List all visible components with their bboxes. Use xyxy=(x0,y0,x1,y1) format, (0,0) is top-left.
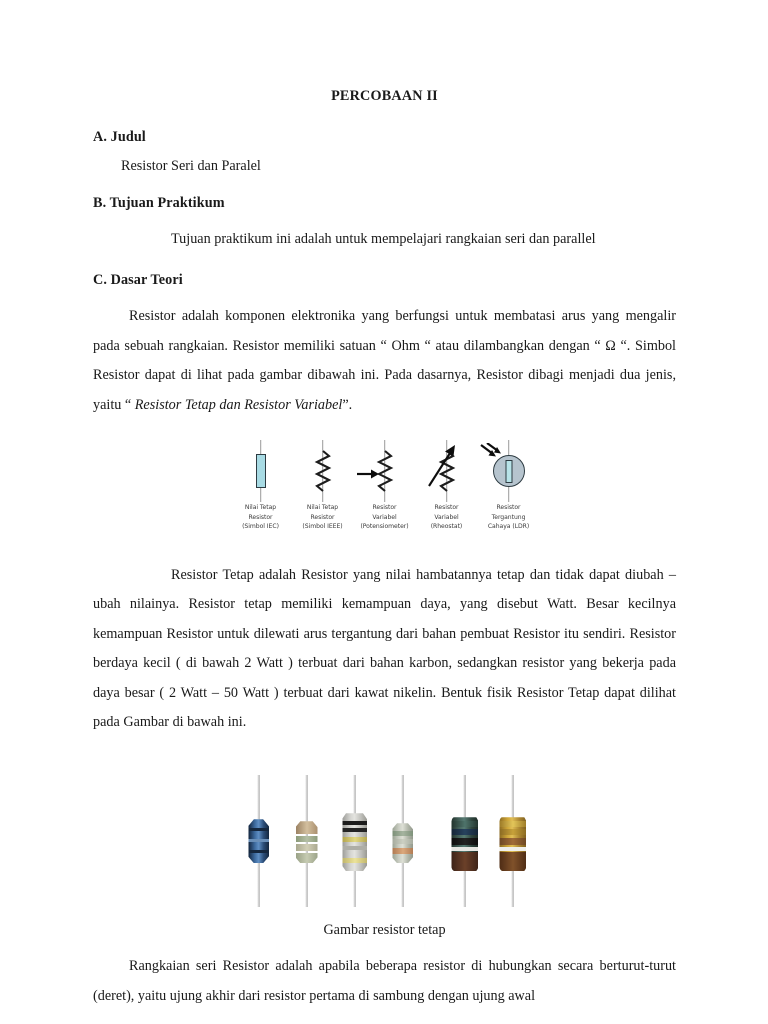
caption-line-2: Resistor xyxy=(310,513,335,521)
page-title: PERCOBAAN II xyxy=(331,88,438,104)
section-heading-a: A. Judul xyxy=(93,129,146,145)
paragraph-1-part-b: ”. xyxy=(342,396,353,413)
caption-line-3: (Rheostat) xyxy=(430,523,463,531)
caption-line-1: Resistor xyxy=(496,503,521,511)
caption-line-1: Nilai Tetap xyxy=(306,503,339,511)
caption-line-3: Cahaya (LDR) xyxy=(487,523,530,531)
symbol-potentiometer xyxy=(354,440,416,548)
symbol-ldr xyxy=(478,440,540,548)
rheostat-icon xyxy=(416,440,478,502)
caption-line-1: Nilai Tetap xyxy=(244,503,277,511)
arrow-right-icon xyxy=(356,468,380,480)
figure-caption-resistor-tetap: Gambar resistor tetap xyxy=(323,922,446,939)
zigzag-icon xyxy=(313,449,333,493)
section-a-text: Resistor Seri dan Paralel xyxy=(121,158,261,174)
caption-line-2: Variabel xyxy=(372,513,397,521)
paragraph-resistor-definition xyxy=(93,302,676,420)
resistor-photo-2 xyxy=(287,767,327,915)
resistor-photo-3 xyxy=(335,767,375,915)
paragraph-1-italic: Resistor Tetap dan Resistor Variabel xyxy=(134,396,343,413)
resistor-body xyxy=(342,813,367,871)
resistor-symbols-figure xyxy=(230,440,540,548)
paragraph-1-part-a: Resistor adalah komponen elektronika yang berfungsi untuk membatasi arus yang mengalir pada sebuah rangkaian. Resistor memiliki satuan “ Ohm “ atau dilambangkan dengan “ Ω “. Simbol Resistor dapat di lihat pada gambar dibawah ini. Pada dasarnya, Resistor dibagi menjadi dua jenis, yaitu “ xyxy=(93,308,676,413)
caption-line-3: (Simbol IEEE) xyxy=(302,523,343,531)
symbol-potentiometer-caption xyxy=(354,503,416,532)
iec-fixed-resistor-icon xyxy=(230,440,292,502)
symbol-rheostat-caption xyxy=(416,503,478,532)
page-content xyxy=(93,88,676,1011)
potentiometer-icon xyxy=(354,440,416,502)
diagonal-arrow-icon xyxy=(427,444,457,490)
symbol-iec-fixed-resistor xyxy=(230,440,292,548)
symbol-iec-caption xyxy=(230,503,292,532)
paragraph-series-circuit: Rangkaian seri Resistor adalah apabila beberapa resistor di hubungkan secara berturut-turut (deret), yaitu ujung akhir dari resistor pertama di sambung dengan ujung awal xyxy=(93,958,676,1004)
symbol-rheostat xyxy=(416,440,478,548)
resistor-body xyxy=(296,821,318,863)
resistor-photo-5 xyxy=(445,767,485,915)
caption-line-1: Resistor xyxy=(372,503,397,511)
caption-line-2: Variabel xyxy=(434,513,459,521)
symbol-ieee-caption xyxy=(292,503,354,532)
caption-line-3: (Potensiometer) xyxy=(360,523,409,531)
resistor-body xyxy=(451,817,478,871)
caption-line-2: Tergantung xyxy=(491,513,526,521)
ldr-icon xyxy=(478,440,540,502)
paragraph-fixed-resistor: Resistor Tetap adalah Resistor yang nilai hambatannya tetap dan tidak dapat diubah – ubah nilainya. Resistor tetap memiliki kemampuan daya, yang disebut Watt. Besar kecilnya kemampuan Resistor untuk dilewati arus tergantung dari bahan pembuat Resistor itu sendiri. Resistor berdaya kecil ( di bawah 2 Watt ) terbuat dari bahan karbon, sedangkan resistor yang bekerja pada daya besar ( 2 Watt – 50 Watt ) terbuat dari kawat nikelin. Bentuk fisik Resistor Tetap dapat dilihat pada Gambar di bawah ini. xyxy=(93,566,676,730)
fixed-resistor-photo-figure xyxy=(239,767,531,915)
section-b-text: Tujuan praktikum ini adalah untuk mempelajari rangkaian seri dan parallel xyxy=(171,231,596,247)
light-arrows-icon xyxy=(479,443,505,469)
section-heading-c: C. Dasar Teori xyxy=(93,272,183,289)
symbol-ieee-fixed-resistor xyxy=(292,440,354,548)
resistor-body xyxy=(392,823,413,863)
resistor-body xyxy=(499,817,526,871)
section-heading-b: B. Tujuan Praktikum xyxy=(93,195,225,211)
caption-line-1: Resistor xyxy=(434,503,459,511)
resistor-body xyxy=(248,819,269,863)
caption-line-3: (Simbol IEC) xyxy=(242,523,279,531)
resistor-photo-6 xyxy=(493,767,533,915)
ieee-fixed-resistor-icon xyxy=(292,440,354,502)
caption-line-2: Resistor xyxy=(248,513,273,521)
resistor-photo-4 xyxy=(383,767,423,915)
resistor-photo-1 xyxy=(239,767,279,915)
symbol-ldr-caption xyxy=(478,503,540,532)
